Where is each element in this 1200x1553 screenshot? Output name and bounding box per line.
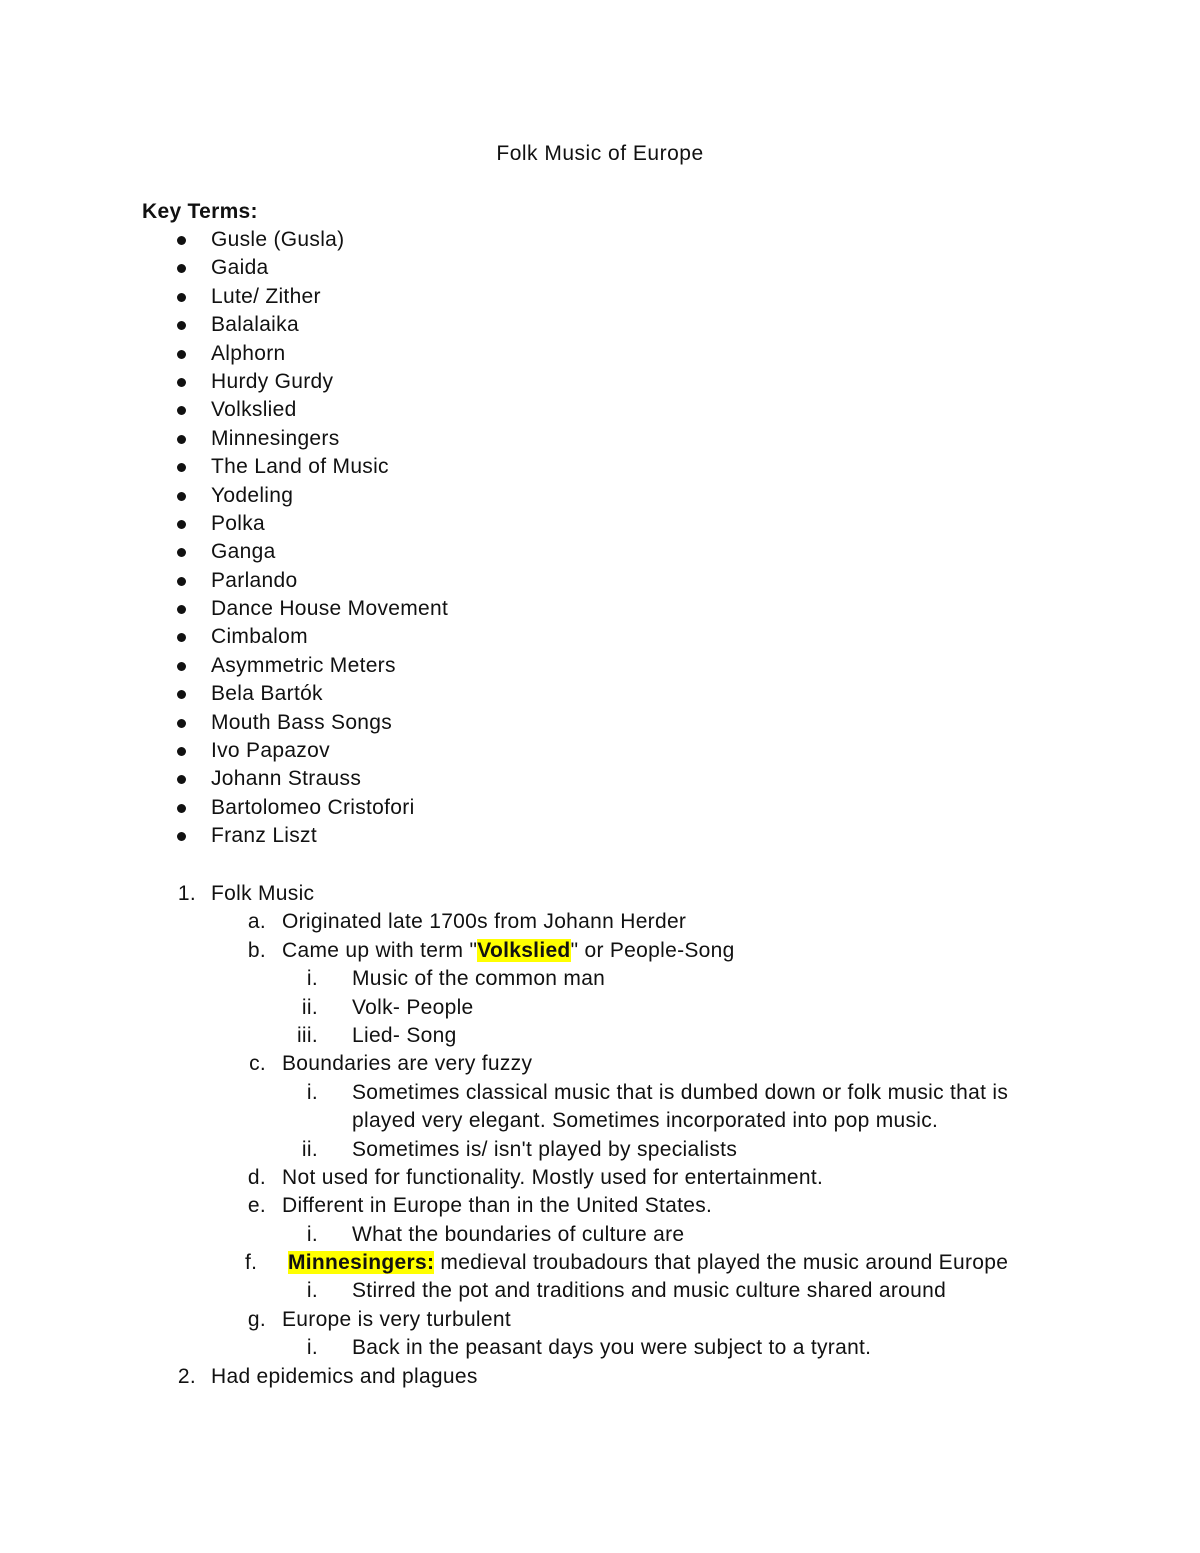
key-term-text: Hurdy Gurdy (211, 369, 334, 393)
outline-subitem-text (288, 1249, 1008, 1277)
bullet-icon (177, 775, 186, 784)
document-title: Folk Music of Europe (496, 142, 704, 165)
list-marker: i. (306, 1080, 318, 1104)
list-marker: 1. (177, 882, 196, 905)
bullet-icon (177, 747, 186, 756)
key-term-text: Ganga (211, 540, 276, 564)
outline-subsubitem (0, 1221, 1200, 1249)
bullet-icon (177, 350, 186, 359)
text-segment: " or People-Song (570, 938, 735, 962)
list-marker: c. (249, 1052, 266, 1076)
key-term-text: Dance House Movement (211, 597, 449, 621)
list-marker: i. (306, 1336, 318, 1360)
list-marker: 2. (177, 1364, 196, 1388)
outline-subsubitem-text: What the boundaries of culture are (352, 1222, 685, 1246)
key-term-text: Mouth Bass Songs (211, 710, 393, 734)
key-term-text: Asymmetric Meters (211, 653, 396, 677)
outline-subitem (0, 1192, 1200, 1220)
bullet-icon (177, 406, 186, 415)
outline-subsubitem (0, 1079, 1200, 1107)
text-segment: Came up with term " (282, 938, 478, 962)
outline-subitem (0, 908, 1200, 936)
bullet-icon (177, 321, 186, 330)
bullet-icon (177, 492, 186, 501)
highlighted-term: Volkslied (477, 938, 571, 962)
outline-subsubitem (0, 1277, 1200, 1305)
bullet-icon (177, 577, 186, 586)
outline-subsubitem-text: Back in the peasant days you were subject to a tyrant. (352, 1336, 872, 1360)
key-term-text: Yodeling (211, 483, 294, 507)
bullet-icon (177, 832, 186, 841)
notes-outline (0, 880, 1200, 1391)
key-term-text: Parlando (211, 568, 298, 592)
key-terms-heading: Key Terms: (142, 200, 258, 223)
key-term-text: Ivo Papazov (211, 739, 330, 763)
outline-continuation-line (0, 1107, 1200, 1135)
outline-subitem (0, 1306, 1200, 1334)
key-term-text: Johann Strauss (211, 767, 362, 791)
bullet-icon (177, 236, 186, 245)
outline-subsubitem (0, 1136, 1200, 1164)
outline-subsubitem (0, 965, 1200, 993)
list-marker: b. (247, 938, 266, 962)
key-term-text: Minnesingers (211, 426, 340, 450)
outline-subsubitem-text: Sometimes is/ isn't played by specialists (352, 1137, 738, 1161)
outline-subitem (0, 1050, 1200, 1078)
outline-subsubitem (0, 1022, 1200, 1050)
key-term-text: Bartolomeo Cristofori (211, 795, 415, 819)
bullet-icon (177, 804, 186, 813)
outline-subitem (0, 937, 1200, 965)
key-term-text: Polka (211, 511, 266, 535)
list-marker: f. (245, 1251, 258, 1275)
list-marker: i. (306, 1222, 318, 1246)
bullet-icon (177, 605, 186, 614)
list-marker: i. (306, 967, 318, 991)
key-term-text: Cimbalom (211, 625, 308, 649)
bullet-icon (177, 662, 186, 671)
outline-subitem-text: Europe is very turbulent (282, 1307, 511, 1331)
outline-subsubitem-text: Lied- Song (352, 1023, 457, 1047)
outline-subsubitem-text: Stirred the pot and traditions and music culture shared around (352, 1279, 947, 1303)
key-term-text: Franz Liszt (211, 824, 317, 848)
outline-subitem-text: Not used for functionality. Mostly used for entertainment. (282, 1165, 824, 1189)
outline-subitem-text: Different in Europe than in the United States. (282, 1194, 713, 1218)
outline-subitem (0, 1164, 1200, 1192)
list-marker: ii. (301, 1137, 318, 1161)
bullet-icon (177, 548, 186, 557)
list-marker: d. (247, 1165, 266, 1189)
outline-item (0, 1363, 1200, 1391)
bullet-icon (177, 463, 186, 472)
outline-item (0, 880, 1200, 908)
key-term-text: Gusle (Gusla) (211, 228, 345, 251)
outline-item-text: Folk Music (211, 882, 315, 905)
key-term-text: Bela Bartók (211, 682, 323, 706)
key-term-text: Lute/ Zither (211, 284, 321, 308)
outline-subsubitem-text: Music of the common man (352, 967, 606, 991)
outline-subitem-text (282, 937, 735, 965)
bullet-icon (177, 690, 186, 699)
list-marker: a. (247, 910, 266, 934)
list-marker: e. (247, 1194, 266, 1218)
outline-subsubitem (0, 1334, 1200, 1362)
list-marker: iii. (296, 1023, 318, 1047)
key-term-text: Gaida (211, 256, 269, 280)
key-term-text: The Land of Music (211, 455, 389, 479)
key-term-text: Volkslied (211, 398, 297, 422)
outline-subitem (0, 1249, 1200, 1277)
outline-subitem-text: Boundaries are very fuzzy (282, 1052, 533, 1076)
key-term-text: Alphorn (211, 341, 286, 365)
bullet-icon (177, 264, 186, 273)
outline-subsubitem-text: Sometimes classical music that is dumbed down or folk music that is (352, 1080, 1009, 1104)
outline-subsubitem (0, 994, 1200, 1022)
highlighted-term: Minnesingers: (288, 1251, 435, 1275)
text-segment: medieval troubadours that played the music around Europe (434, 1251, 1009, 1275)
bullet-icon (177, 378, 186, 387)
list-marker: i. (306, 1279, 318, 1303)
outline-item-text: Had epidemics and plagues (211, 1364, 478, 1388)
bullet-icon (177, 520, 186, 529)
outline-subsubitem-text: played very elegant. Sometimes incorporated into pop music. (352, 1109, 939, 1133)
outline-subsubitem-text: Volk- People (352, 995, 474, 1019)
bullet-icon (177, 633, 186, 642)
key-term-text: Balalaika (211, 313, 299, 337)
list-marker: ii. (301, 995, 318, 1019)
bullet-icon (177, 719, 186, 728)
list-marker: g. (247, 1307, 266, 1331)
bullet-icon (177, 293, 186, 302)
outline-subitem-text: Originated late 1700s from Johann Herder (282, 910, 687, 934)
bullet-icon (177, 435, 186, 444)
